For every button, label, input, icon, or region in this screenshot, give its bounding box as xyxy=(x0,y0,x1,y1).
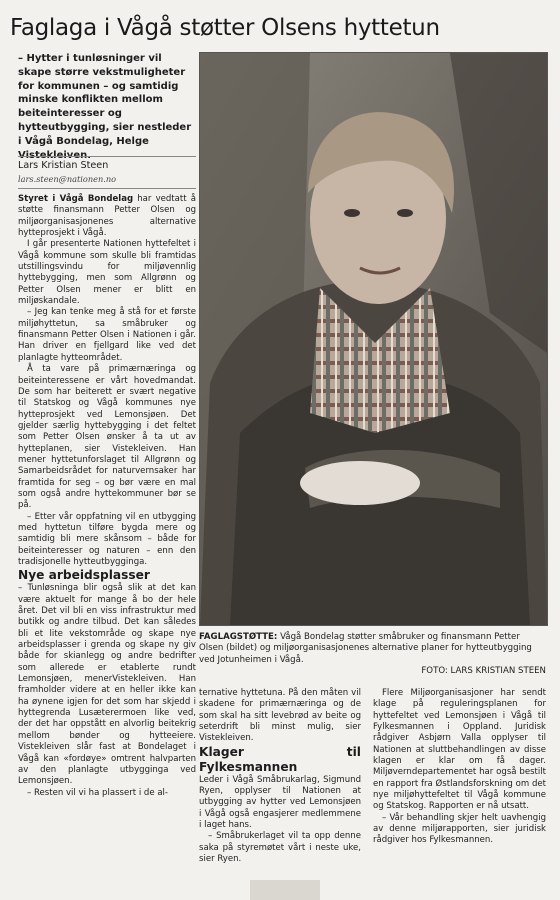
article-column-1 xyxy=(18,194,196,799)
headline: Faglaga i Vågå støtter Olsens hyttetun xyxy=(10,15,440,41)
byline: Lars Kristian Steen xyxy=(18,160,109,171)
paragraph: Leder i Vågå Småbrukarlag, Sigmund Ryen, opplyser til Nationen at utbygging av hytter ved Lemonsjøen i Vågå også engasjerer medlemmene i laget hans. xyxy=(199,774,361,831)
author-email: lars.steen@nationen.no xyxy=(18,174,117,184)
paragraph: – Resten vil vi ha plassert i de al- xyxy=(27,787,169,798)
article-column-3 xyxy=(373,688,546,847)
portrait-photo xyxy=(199,52,548,626)
divider xyxy=(18,156,196,157)
paragraph: Å ta vare på primærnæringa og beiteinteressene er vårt hovedmandat. De som har beiterett er svært negative til Statskog og Vågå kommunes nye hytteprosjekt ved Lemonsjøen. Det gjelder særlig hyttebygging i det feltet som Petter Olsen ønsker å ta ut av hytteplanen, sier Vistekleiven. Han mener hyttetunforslaget til Allgrønn og Samarbeidsrådet for naturvernsaker har framtida for seg – og bør være en mal som også andre hyttekommuner bør se på. xyxy=(18,364,196,511)
paragraph: – Jeg kan tenke meg å stå for et første miljøhyttetun, sa småbruker og finansmann Petter Olsen i Nationen i går. Han driver en fjellgard like ved det planlagte hytteområdet. xyxy=(18,307,196,363)
lead-paragraph: – Hytter i tunløsninger vil skape større vekstmuligheter for kommunen – og samtidig minske konflikten mellom beiteinteresser og hytteutbygging, sier nestleder i Vågå Bondelag, Helge xyxy=(18,53,192,147)
paragraph: – Vår behandling skjer helt uavhengig av denne miljørapporten, sier juridisk rådgiver hos Fylkesmannen. xyxy=(373,812,546,846)
paragraph: ternative hyttetuna. På den måten vil skadene for primærnæringa og de som skal ha sitt levebrød av beite og seterdrift bli minst mulig, sier Vistekleiven. xyxy=(199,688,361,744)
adjacent-ad-fragment xyxy=(250,880,320,900)
photo-credit: FOTO: LARS KRISTIAN STEEN xyxy=(421,666,546,677)
paragraph: I går presenterte Nationen hyttefeltet i Vågå kommune som skulle bli framtidas utstillingsvindu for miljøvennlig hyttebygging, men som Allgrønn og Petter Olsen mener er blitt en miljøskandale. xyxy=(18,239,196,307)
article-column-2 xyxy=(199,688,361,865)
photo-caption: FAGLAGSTØTTE: Vågå Bondelag støtter småbruker og finansmann Petter Olsen (bildet) og miljøorganisasjonenes alternative planer for hytteutbygging ved Jotunheimen i Vågå. FOTO: LARS KRISTIAN STEEN xyxy=(199,632,546,677)
subheading-klager: Klager til Fylkesmannen xyxy=(199,744,361,774)
paragraph: – Etter vår oppfatning vil en utbygging med hyttetun tilføre bygda mere og samtidig bli mere skånsom – både for beiteinteresser og naturen – enn den tradisjonelle hytteutbygginga. xyxy=(18,511,196,567)
portrait-illustration xyxy=(200,53,547,625)
paragraph: – Småbrukerlaget vil ta opp denne saka på styremøtet vårt i neste uke, sier Ryen. xyxy=(199,831,361,865)
paragraph: – Tunløsninga blir også slik at det kan være aktuelt for mange å bo der hele året. Det vil bli en viss infrastruktur med butikk og andre tilbud. Det kan således bli et lite vekstområde og skape nye arbeidsplasser i grenda og skape ny giv både for skianlegg og andre bedrifter som allerede er etablerte rundt Lemonsjøen, menerVistekleiven. Han framholder videre at en heller ikke kan ha øynene igjen for det som har skjedd i hyttegrenda Lusæterermoen like ved, der det har oppstått en alvorlig beitekrig mellom bønder og hytteeiere. Vistekleiven slår fast at Bondelaget i Vågå kan «fordøye» omtrent halvparten av den planlagte utbygginga ved Lemonsjøen. xyxy=(18,583,196,787)
divider xyxy=(18,188,196,189)
paragraph: Flere Miljøorganisasjoner har sendt klage på reguleringsplanen for hyttefeltet ved Lemonsjøen i Vågå til Fylkesmannen i Oppland. Juridisk rådgiver Asbjørn Valla opplyser til Nationen at sluttbehandlingen av disse klagen er klar om få dager. Miljøverndepartementet har også bestilt en rapport fra Østlandsforskning om det nye miljøhyttefeltet til Vågå kommune og Statskog. Rapporten er nå utsatt. xyxy=(373,688,546,812)
subheading-nye-arbeidsplasser: Nye arbeidsplasser xyxy=(18,568,150,583)
paragraph: Styret i Vågå Bondelag har vedtatt å støtte finansmann Petter Olsen og miljøorganisasjonenes alternative hytteprosjekt i Vågå. xyxy=(18,194,196,239)
